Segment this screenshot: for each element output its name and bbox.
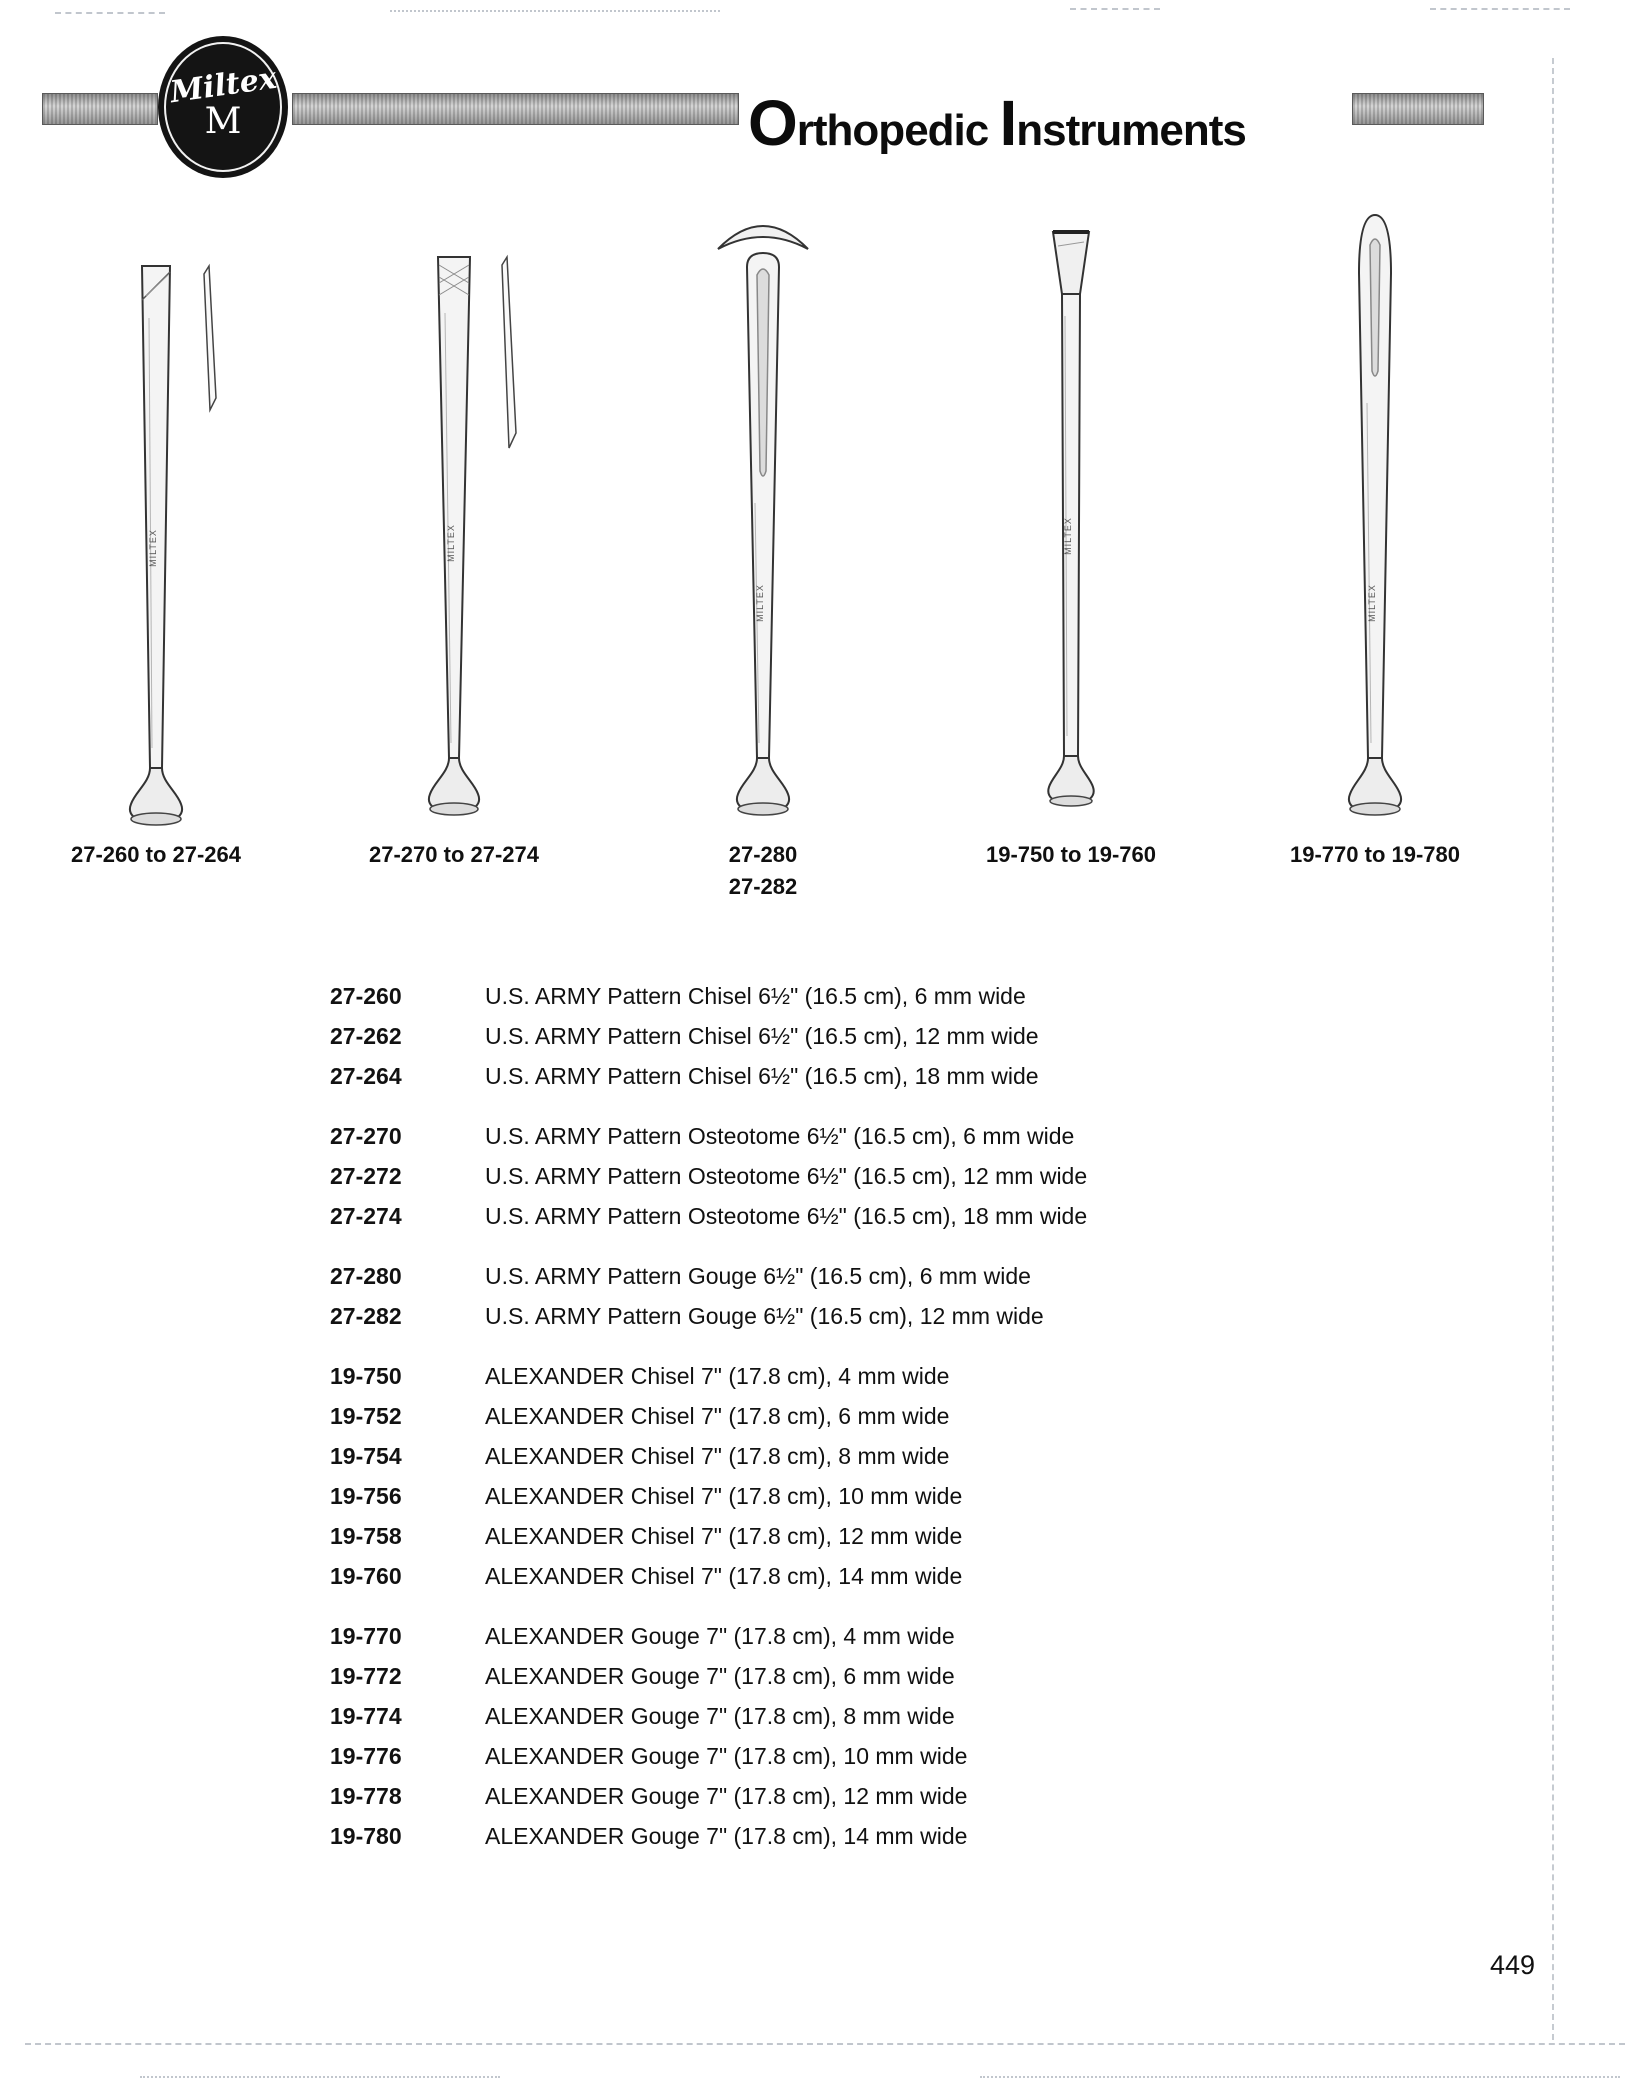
figure-caption: 19-770 to 19-780	[1290, 842, 1460, 867]
product-row	[330, 1156, 1430, 1196]
product-description: U.S. ARMY Pattern Osteotome 6½" (16.5 cm), 12 mm wide	[485, 1162, 1088, 1189]
product-row	[330, 1696, 1430, 1736]
header-bar-right	[1352, 93, 1484, 125]
us-army-osteotome-illustration	[354, 243, 554, 828]
figure-caption: 19-750 to 19-760	[986, 842, 1156, 867]
figure-alexander-gouge	[1275, 203, 1475, 868]
product-description: U.S. ARMY Pattern Chisel 6½" (16.5 cm), 6 mm wide	[485, 982, 1026, 1009]
title-initial-cap: I	[999, 87, 1017, 160]
catalog-number: 19-778	[330, 1782, 402, 1809]
catalog-number: 27-274	[330, 1202, 402, 1229]
product-group	[330, 976, 1430, 1096]
product-row	[330, 1616, 1430, 1656]
us-army-chisel-illustration	[56, 248, 256, 828]
product-row	[330, 1816, 1430, 1856]
product-description: U.S. ARMY Pattern Osteotome 6½" (16.5 cm), 6 mm wide	[485, 1122, 1075, 1149]
catalog-number: 27-260	[330, 982, 402, 1009]
figure-alexander-chisel	[971, 216, 1171, 868]
product-description: U.S. ARMY Pattern Gouge 6½" (16.5 cm), 12 mm wide	[485, 1302, 1044, 1329]
product-row	[330, 1056, 1430, 1096]
product-description: ALEXANDER Chisel 7" (17.8 cm), 8 mm wide	[485, 1442, 950, 1469]
catalog-number: 27-282	[330, 1302, 402, 1329]
product-row	[330, 1656, 1430, 1696]
product-row	[330, 1116, 1430, 1156]
shaft-stamp: MILTEX	[1063, 517, 1073, 555]
miltex-logo-script: Miltex	[167, 60, 279, 111]
page-number: 449	[1489, 1950, 1535, 1980]
product-row	[330, 1296, 1430, 1336]
scan-artifact-line	[390, 10, 720, 12]
product-description: ALEXANDER Chisel 7" (17.8 cm), 4 mm wide	[485, 1362, 950, 1389]
product-group	[330, 1356, 1430, 1596]
scan-artifact-line	[140, 2076, 500, 2078]
shaft-stamp: MILTEX	[1367, 584, 1377, 622]
catalog-number: 19-774	[330, 1702, 402, 1729]
product-description: ALEXANDER Gouge 7" (17.8 cm), 8 mm wide	[485, 1702, 955, 1729]
product-description: ALEXANDER Gouge 7" (17.8 cm), 14 mm wide	[485, 1822, 968, 1849]
catalog-number: 27-262	[330, 1022, 402, 1049]
catalog-number: 19-770	[330, 1622, 402, 1649]
product-description: U.S. ARMY Pattern Gouge 6½" (16.5 cm), 6 mm wide	[485, 1262, 1031, 1289]
product-description: ALEXANDER Chisel 7" (17.8 cm), 12 mm wide	[485, 1522, 963, 1549]
miltex-logo	[158, 36, 288, 178]
figure-caption: 27-260 to 27-264	[71, 842, 241, 867]
product-description: U.S. ARMY Pattern Chisel 6½" (16.5 cm), 12 mm wide	[485, 1022, 1039, 1049]
product-row	[330, 1196, 1430, 1236]
shaft-stamp: MILTEX	[755, 584, 765, 622]
product-row	[330, 1356, 1430, 1396]
product-group	[330, 1256, 1430, 1336]
scan-artifact-line	[25, 2043, 1625, 2045]
figure-caption: 27-280	[728, 842, 798, 867]
scan-artifact-line	[1070, 8, 1160, 10]
title-initial-cap: O	[748, 87, 797, 160]
product-row	[330, 1436, 1430, 1476]
scan-artifact-line	[980, 2076, 1620, 2078]
scan-artifact-vline	[1552, 58, 1554, 2040]
product-description: U.S. ARMY Pattern Osteotome 6½" (16.5 cm), 18 mm wide	[485, 1202, 1088, 1229]
product-row	[330, 1396, 1430, 1436]
product-row	[330, 1736, 1430, 1776]
shaft-stamp: MILTEX	[446, 524, 456, 562]
catalog-number: 19-758	[330, 1522, 402, 1549]
catalog-number: 19-760	[330, 1562, 402, 1589]
catalog-number: 27-270	[330, 1122, 402, 1149]
product-row	[330, 976, 1430, 1016]
product-row	[330, 1556, 1430, 1596]
product-description: ALEXANDER Chisel 7" (17.8 cm), 6 mm wide	[485, 1402, 950, 1429]
product-row	[330, 1476, 1430, 1516]
product-description: ALEXANDER Gouge 7" (17.8 cm), 10 mm wide	[485, 1742, 968, 1769]
catalog-number: 19-754	[330, 1442, 402, 1469]
product-row	[330, 1016, 1430, 1056]
product-group	[330, 1116, 1430, 1236]
product-description: ALEXANDER Gouge 7" (17.8 cm), 4 mm wide	[485, 1622, 955, 1649]
catalog-number: 19-780	[330, 1822, 402, 1849]
product-description: ALEXANDER Chisel 7" (17.8 cm), 10 mm wide	[485, 1482, 963, 1509]
scan-artifact-line	[1430, 8, 1570, 10]
header-bar-middle	[292, 93, 739, 125]
product-group	[330, 1616, 1430, 1856]
catalog-number: 19-776	[330, 1742, 402, 1769]
us-army-gouge-illustration	[663, 203, 863, 828]
product-description: U.S. ARMY Pattern Chisel 6½" (16.5 cm), 18 mm wide	[485, 1062, 1039, 1089]
header-bar-left	[42, 93, 158, 125]
catalog-number: 27-280	[330, 1262, 402, 1289]
shaft-stamp: MILTEX	[148, 529, 158, 567]
figure-caption-secondary: 27-282	[728, 874, 798, 899]
product-row	[330, 1776, 1430, 1816]
catalog-number: 27-264	[330, 1062, 402, 1089]
miltex-logo-monogram: M	[204, 101, 242, 142]
catalog-number: 27-272	[330, 1162, 402, 1189]
product-description: ALEXANDER Gouge 7" (17.8 cm), 6 mm wide	[485, 1662, 955, 1689]
product-description: ALEXANDER Chisel 7" (17.8 cm), 14 mm wide	[485, 1562, 963, 1589]
catalog-number: 19-752	[330, 1402, 402, 1429]
alexander-chisel-illustration	[971, 216, 1171, 828]
product-list	[330, 976, 1430, 1876]
figure-us-army-osteotome	[354, 243, 554, 868]
catalog-number: 19-756	[330, 1482, 402, 1509]
catalog-number: 19-750	[330, 1362, 402, 1389]
figure-caption: 27-270 to 27-274	[369, 842, 539, 867]
product-row	[330, 1516, 1430, 1556]
scan-artifact-line	[55, 12, 165, 14]
figure-us-army-gouge	[663, 203, 863, 900]
figure-us-army-chisel	[56, 248, 256, 868]
catalog-number: 19-772	[330, 1662, 402, 1689]
product-row	[330, 1256, 1430, 1296]
page-title: O rthopedic I nstruments	[748, 87, 1246, 160]
alexander-gouge-illustration	[1275, 203, 1475, 828]
product-description: ALEXANDER Gouge 7" (17.8 cm), 12 mm wide	[485, 1782, 968, 1809]
